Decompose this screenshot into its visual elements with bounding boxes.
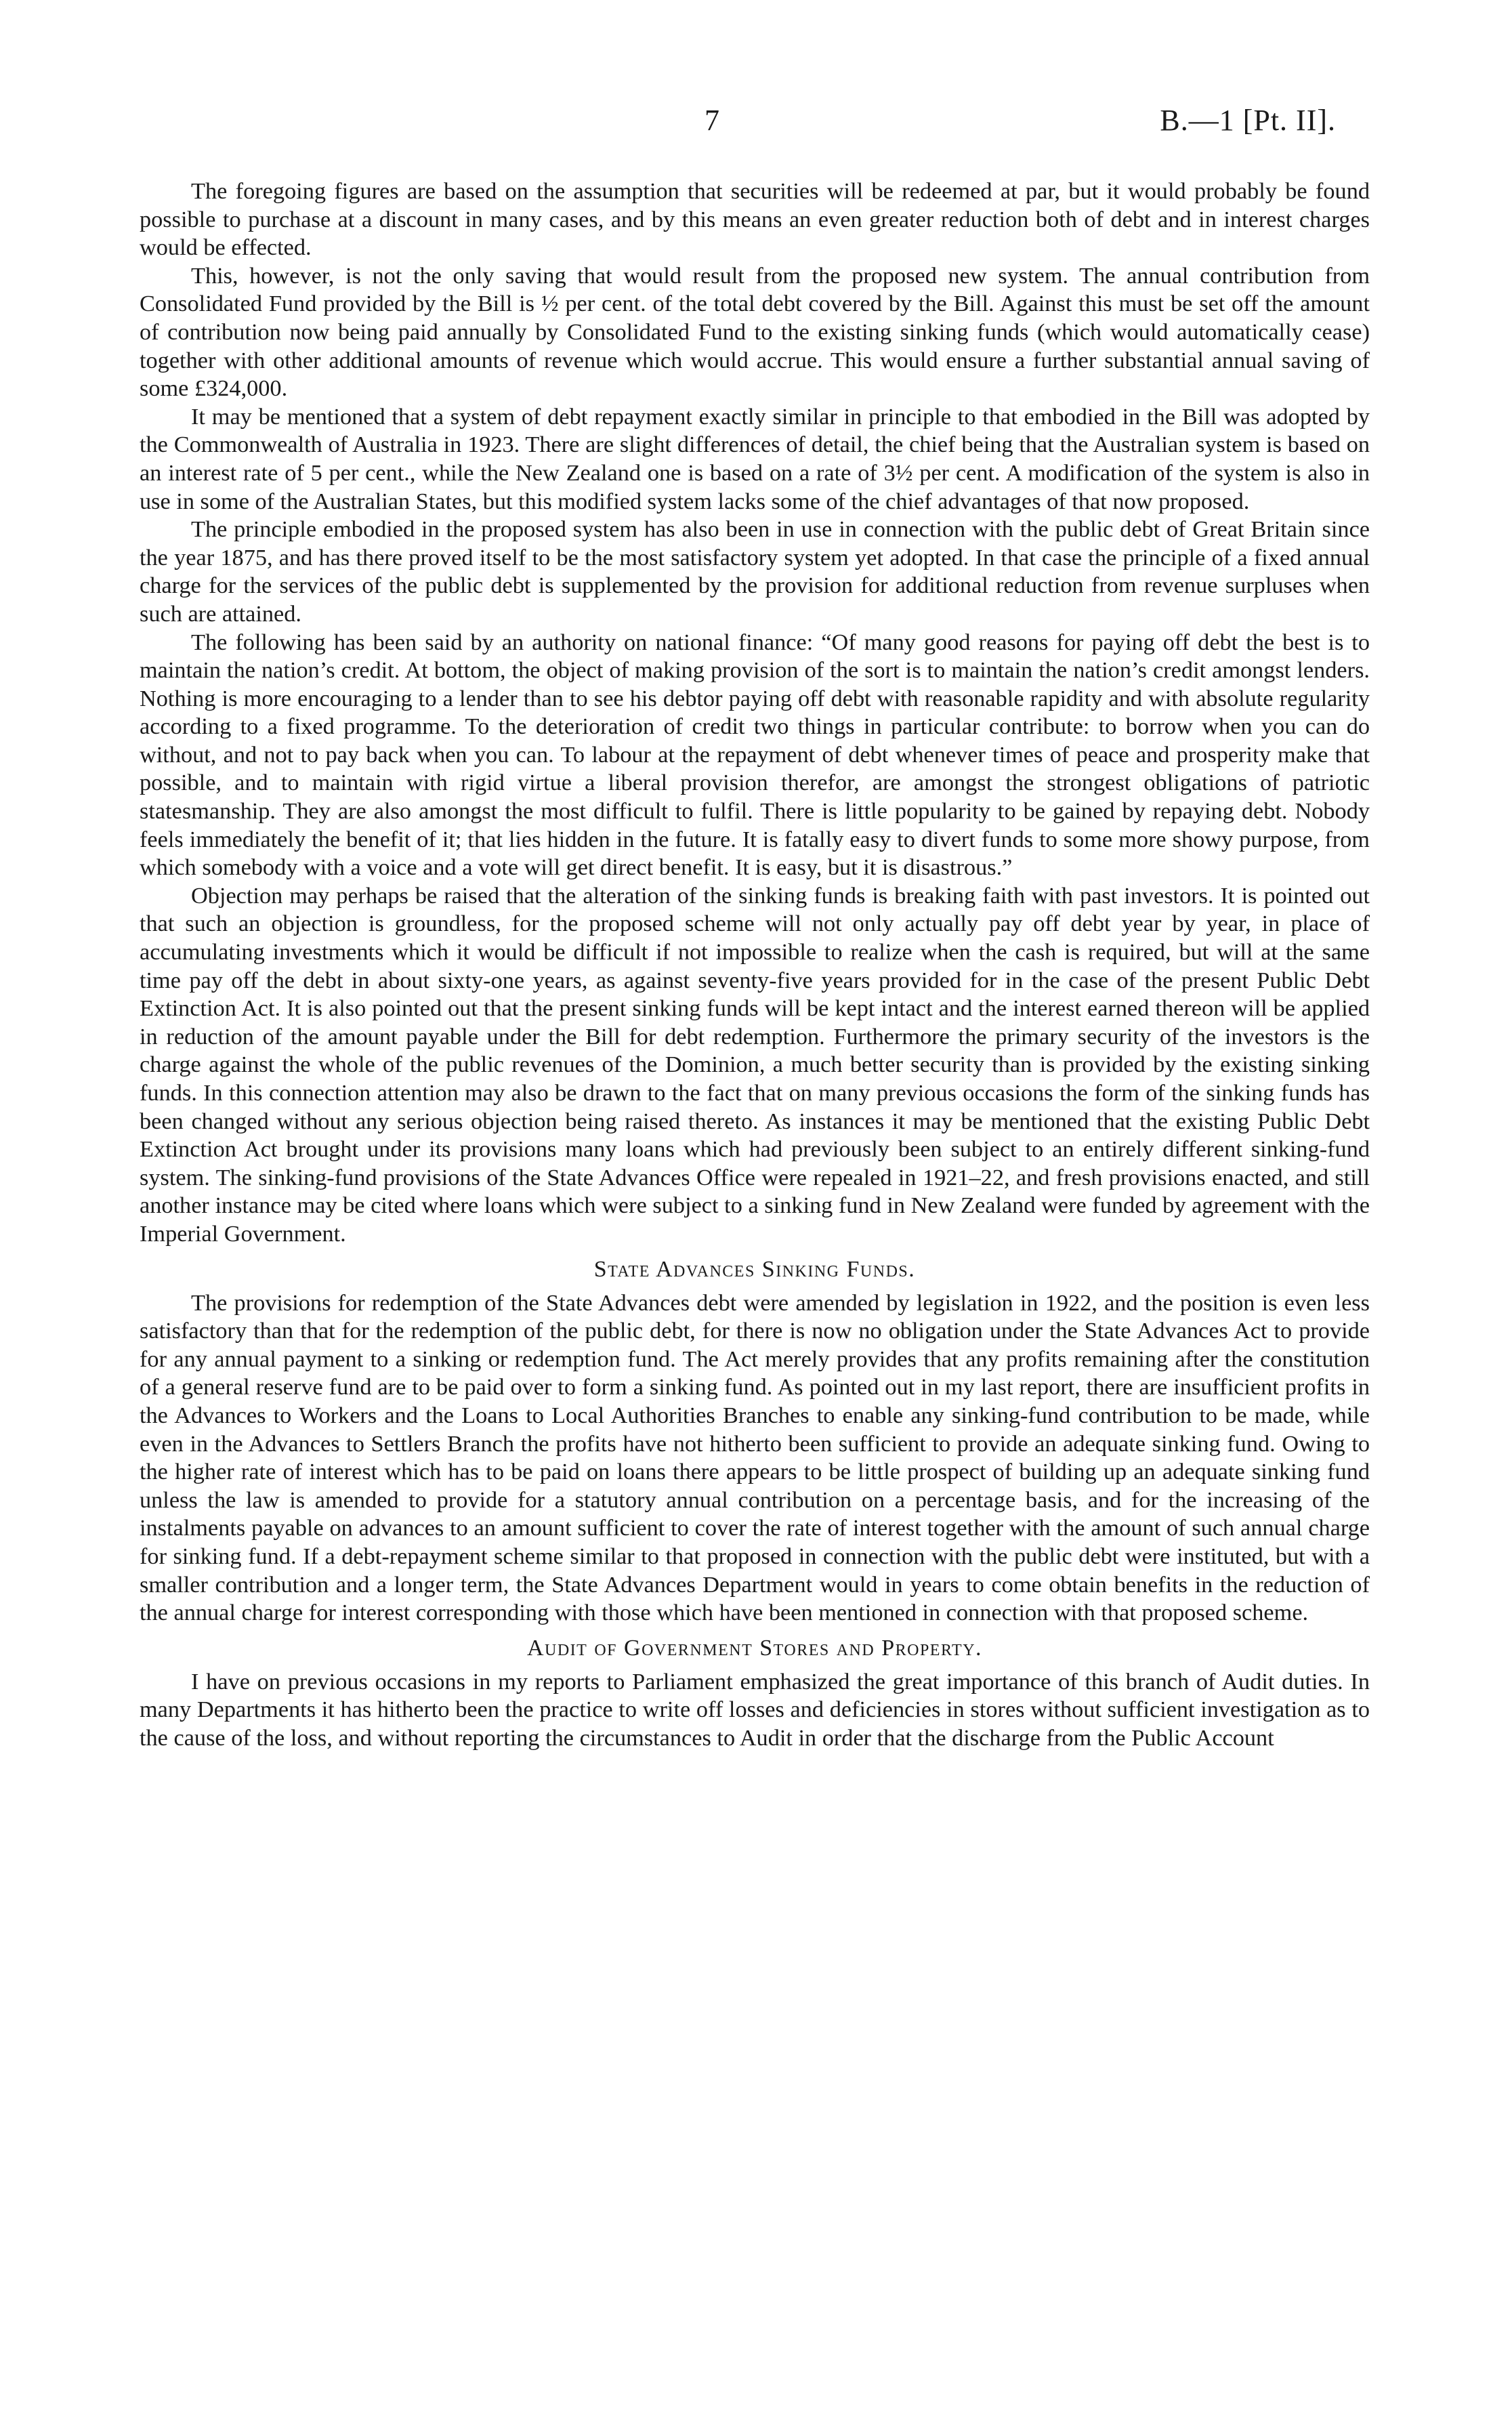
paragraph-objection: Objection may perhaps be raised that the alteration of the sinking funds is breaking faith with past investors. It is pointed out that such an objection is groundless, for the proposed scheme will not only actually pay off debt year by year, in place of accumulating investments which it would be difficult if not impossible to realize when the cash is required, but will at the same time pay off the debt in about sixty-one years, as against seventy-five years provided for in the case of the present Public Debt Extinction Act. It is also pointed out that the present sinking funds will be kept intact and the interest earned thereon will be applied in reduction of the amount payable under the Bill for debt redemption. Furthermore the primary security of the investors is the charge against the whole of the public revenues of the Dominion, a much better security than is provided by the existing sinking funds. In this connection attention may also be drawn to the fact that on many previous occasions the form of the sinking funds has been changed without any serious objection being raised thereto. As instances it may be mentioned that the existing Public Debt Extinction Act brought under its provisions many loans which had previously been subject to an entirely different sinking-fund system. The sinking-fund provisions of the State Advances Office were repealed in 1921–22, and fresh provisions enacted, and still another instance may be cited where loans which were subject to a sinking fund in New Zealand were funded by agreement with the Imperial Government. (140, 882, 1370, 1247)
section-heading-audit-stores: Audit of Government Stores and Property. (526, 1635, 983, 1661)
page-header (0, 102, 1512, 142)
document-body (140, 178, 1370, 1752)
section-heading-state-advances: State Advances Sinking Funds. (593, 1256, 916, 1282)
paragraph-audit-stores: I have on previous occasions in my reports to Parliament emphasized the great importance of this branch of Audit duties. In many Departments it has hitherto been the practice to write off losses and deficiencies in stores without sufficient investigation as to the cause of the loss, and without reporting the circumstances to Audit in order that the discharge from the Public Account (140, 1668, 1370, 1751)
paragraph-australia-system: It may be mentioned that a system of debt repayment exactly similar in principle to that embodied in the Bill was adopted by the Commonwealth of Australia in 1923. There are slight differences of detail, the chief being that the Australian system is based on an interest rate of 5 per cent., while the New Zealand one is based on a rate of 3½ per cent. A modification of the system is also in use in some of the Australian States, but this modified system lacks some of the chief advantages of that now proposed. (140, 403, 1370, 514)
paragraph-annual-saving: This, however, is not the only saving that would result from the proposed new system. The annual contribution from Consolidated Fund provided by the Bill is ½ per cent. of the total debt covered by the Bill. Against this must be set off the amount of contribution now being paid annually by Consolidated Fund to the existing sinking funds (which would automatically cease) together with other additional amounts of revenue which would accrue. This would ensure a further substantial annual saving of some £324,000. (140, 262, 1370, 402)
paragraph-great-britain: The principle embodied in the proposed system has also been in use in connection with the public debt of Great Britain since the year 1875, and has there proved itself to be the most satisfactory system yet adopted. In that case the principle of a fixed annual charge for the services of the public debt is supplemented by the provision for additional reduction from revenue surpluses when such are attained. (140, 516, 1370, 627)
paragraph-national-finance-quote: The following has been said by an authority on national finance: “Of many good reasons for paying off debt the best is to maintain the nation’s credit. At bottom, the object of making provision of the sort is to maintain the nation’s credit amongst lenders. Nothing is more encouraging to a lender than to see his debtor paying off debt with reasonable rapidity and with absolute regularity according to a fixed programme. To the deterioration of credit two things in particular contribute: to borrow when you can do without, and not to pay back when you can. To labour at the repayment of debt whenever times of peace and prosperity make that possible, and to maintain with rigid virtue a liberal provision therefor, are amongst the strongest obligations of patriotic statesmanship. They are also amongst the most difficult to fulfil. There is little popularity to be gained by repaying debt. Nobody feels immediately the benefit of it; that lies hidden in the future. It is fatally easy to divert funds to some more showy purpose, from which somebody with a voice and a vote will get direct benefit. It is easy, but it is disastrous.” (140, 629, 1370, 881)
page-number: 7 (705, 104, 719, 137)
paragraph-state-advances: The provisions for redemption of the State Advances debt were amended by legislation in 1922, and the position is even less satisfactory than that for the redemption of the public debt, for there is now no obligation under the State Advances Act to provide for any annual payment to a sinking or redemption fund. The Act merely provides that any profits remaining after the constitution of a general reserve fund are to be paid over to form a sinking fund. As pointed out in my last report, there are insufficient profits in the Advances to Workers and the Loans to Local Authorities Branches to enable any sinking-fund contribution to be made, while even in the Advances to Settlers Branch the profits have not hitherto been sufficient to provide an adequate sinking fund. Owing to the higher rate of interest which has to be paid on loans there appears to be little prospect of building up an adequate sinking fund unless the law is amended to provide for a statutory annual contribution on a percentage basis, and for the increasing of the instalments payable on advances to an amount sufficient to cover the rate of interest together with the amount of such annual charge for sinking fund. If a debt-repayment scheme similar to that proposed in connection with the public debt were instituted, but with a smaller contribution and a longer term, the State Advances Department would in years to come obtain benefits in the reduction of the annual charge for interest corresponding with those which have been mentioned in connection with that proposed scheme. (140, 1289, 1370, 1626)
document-reference: B.—1 [Pt. II]. (1160, 104, 1336, 137)
paragraph-figures-assumption: The foregoing figures are based on the assumption that securities will be redeemed at par, but it would probably be found possible to purchase at a discount in many cases, and by this means an even greater reduction both of debt and in interest charges would be effected. (140, 178, 1370, 261)
